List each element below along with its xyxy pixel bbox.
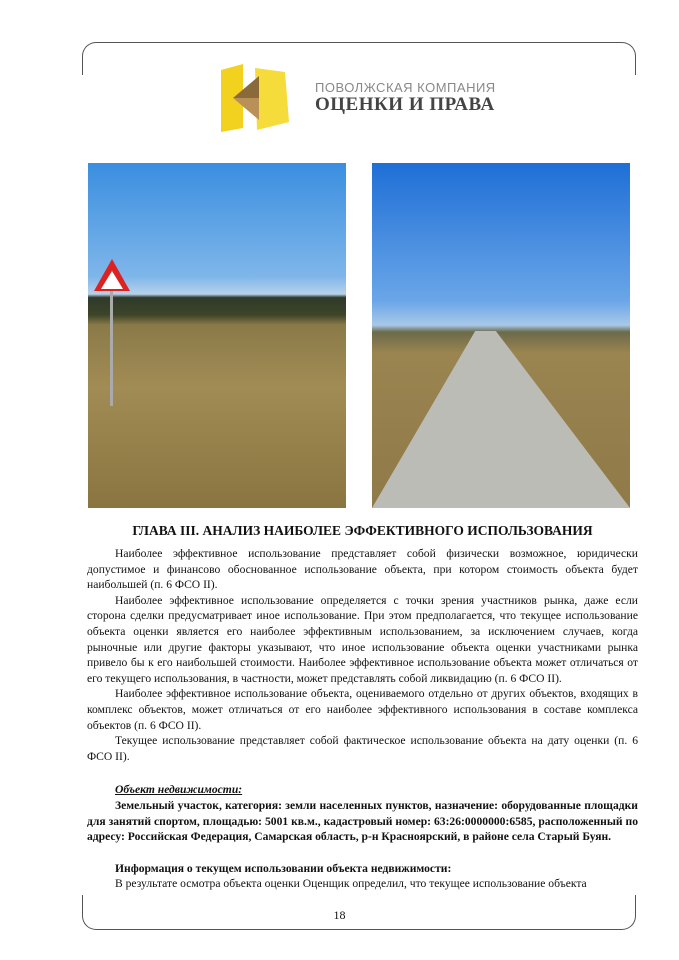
road-sign-inner (101, 271, 123, 289)
header-rule (122, 42, 596, 43)
paragraph: Наиболее эффективное использование представляет собой физически возможное, юридически допустимое и финансово обоснованное использование объекта, при котором стоимость объекта будет наибольшей (п. 6 ФСО II). (87, 547, 638, 592)
spacer (87, 764, 638, 782)
footer-rule (122, 929, 596, 930)
page-number: 18 (333, 908, 346, 922)
sign-pole (110, 291, 113, 406)
frame-corner (82, 42, 123, 75)
object-heading: Объект недвижимости: (115, 783, 243, 797)
spacer (87, 845, 638, 861)
paragraph: Текущее использование представляет собой фактическое использование объекта на дату оценки (п. 6 ФСО II). (87, 734, 638, 763)
current-use-heading: Информация о текущем использовании объекта недвижимости: (115, 861, 452, 875)
current-use-text: В результате осмотра объекта оценки Оценщик определил, что текущее использование объекта (115, 877, 587, 891)
company-logo (213, 62, 496, 134)
logo-title: ОЦЕНКИ И ПРАВА (315, 94, 495, 115)
paragraph: Наиболее эффективное использование определяется с точки зрения участников рынка, даже если сторона сделки предусматривает иное использование. При этом предполагается, что текущее использование объекта оценки является его наиболее эффективным использованием, за исключением случаев, когда рыночные или другие факторы указывают, что иное использование объекта оценки участниками рынка привело бы к его наибольшей стоимости. Наиболее эффективное использование объекта может отличаться от его текущего использования, в частности, может представлять собой ликвидацию (п. 6 ФСО II). (87, 593, 638, 685)
frame-corner (595, 42, 636, 75)
site-photo-field-with-sign (88, 163, 346, 508)
chapter-title: ГЛАВА III. АНАЛИЗ НАИБОЛЕЕ ЭФФЕКТИВНОГО ИСПОЛЬЗОВАНИЯ (132, 523, 593, 538)
paragraph: Наиболее эффективное использование объекта, оцениваемого отдельно от других объектов, входящих в комплекс объектов, может отличаться от его наиболее эффективного использования в составе комплекса объектов (п. 6 ФСО II). (87, 687, 638, 732)
body-text (87, 546, 638, 892)
logo-subtitle: ПОВОЛЖСКАЯ КОМПАНИЯ (315, 80, 496, 95)
logo-mark-icon (213, 62, 293, 134)
road (372, 331, 630, 508)
site-photo-road (372, 163, 630, 508)
object-description: Земельный участок, категория: земли населенных пунктов, назначение: оборудованные площадки для занятий спортом, площадью: 5001 кв.м., кадастровый номер: 63:26:0000000:6585, расположенный по адресу: Российская Федерация, Самарская область, р-н Красноярский, в районе села Старый Буян. (87, 798, 638, 844)
